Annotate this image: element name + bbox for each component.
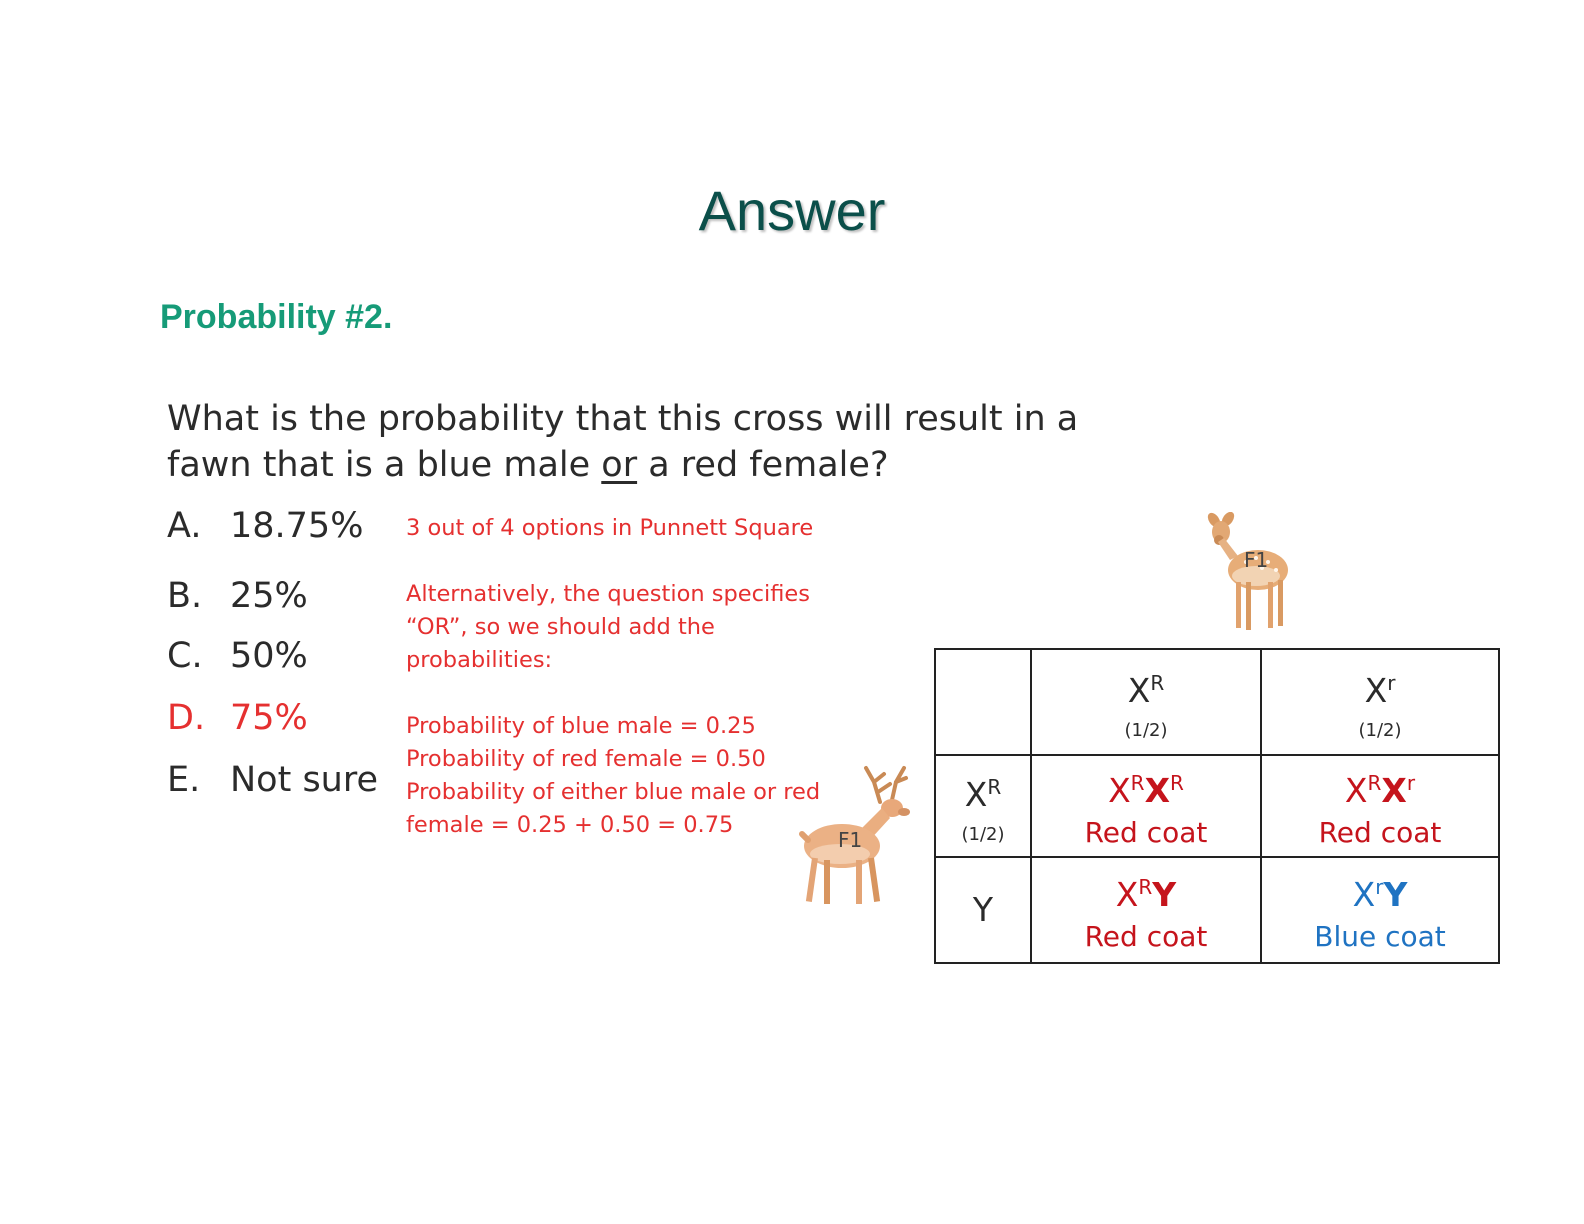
option-c [167,636,407,676]
genotype [1032,764,1260,810]
probability-line: Probability of red female = 0.50 [406,746,766,772]
option-letter: E. [167,760,201,800]
probability-line: Probability of blue male = 0.25 [406,713,756,739]
punnett-corner-cell [935,649,1031,755]
explanation-alternative [406,578,810,677]
option-e [167,760,407,800]
option-letter: C. [167,636,203,676]
punnett-cell-xrxr-red [1031,755,1261,857]
question-text [167,396,1107,488]
option-text: 75% [230,698,308,738]
question-part-1: What is the probability that this cross will result in a fawn that is a blue male [167,399,1079,485]
phenotype-label: Red coat [1318,815,1442,849]
genotype [1262,764,1498,810]
punnett-header-xr-dominant [1031,649,1261,755]
option-text: Not sure [230,760,379,800]
option-letter: D. [167,698,206,738]
option-letter: A. [167,506,202,546]
genotype-part: X [1381,770,1407,810]
phenotype-label: Red coat [1084,919,1208,953]
option-b [167,576,407,616]
punnett-side-xr-dominant [935,755,1031,857]
explanation-alt-line: “OR”, so we should add the [406,614,715,640]
allele-base: Y [972,890,994,929]
allele-base: X [964,774,988,814]
punnett-side-y [935,857,1031,963]
genotype-part: X [1352,874,1376,914]
explanation-alt-line: probabilities: [406,647,553,673]
allele-label [1032,664,1260,710]
genotype [1262,868,1498,914]
genotype-sup: r [1406,770,1416,795]
explanation-probabilities [406,710,820,842]
punnett-square [934,648,1500,964]
option-a [167,506,407,546]
phenotype-label: Blue coat [1314,919,1446,953]
allele-probability: (1/2) [961,823,1005,845]
explanation-summary: 3 out of 4 options in Punnett Square [406,515,814,541]
genotype-part: Y [1383,874,1408,914]
slide-subtitle: Probability #2. [160,298,393,336]
genotype-sup: R [1170,770,1184,795]
allele-label [1262,664,1498,710]
question-underlined-word: or [601,445,638,485]
genotype-part: Y [1152,874,1177,914]
genotype-sup: R [1138,874,1153,899]
slide-title: Answer [698,179,886,242]
allele-sup: R [987,774,1002,799]
allele-label [936,768,1030,814]
punnett-header-xr-recessive [1261,649,1499,755]
allele-label [936,891,1030,929]
genotype-sup: r [1375,874,1384,899]
genotype-sup: R [1130,770,1145,795]
option-d-correct [167,698,407,738]
allele-base: X [1127,670,1151,710]
female-deer-icon [1196,512,1292,638]
option-text: 50% [230,636,308,676]
allele-sup: R [1150,670,1165,695]
punnett-cell-xry-blue [1261,857,1499,963]
punnett-cell-xrxr-het-red [1261,755,1499,857]
allele-probability: (1/2) [1358,719,1402,741]
allele-probability: (1/2) [1124,719,1168,741]
probability-line: Probability of either blue male or red [406,779,821,805]
genotype-part: X [1344,770,1368,810]
option-text: 25% [230,576,308,616]
genotype-sup: R [1367,770,1382,795]
probability-line: female = 0.25 + 0.50 = 0.75 [406,812,734,838]
punnett-cell-xry-red [1031,857,1261,963]
female-deer-illustration [1196,512,1292,642]
genotype-part: X [1108,770,1131,810]
explanation-alt-line: Alternatively, the question specifies [406,581,810,607]
genotype-part: X [1115,874,1139,914]
allele-base: X [1364,670,1388,710]
genotype-part: X [1144,770,1171,810]
phenotype-label: Red coat [1084,815,1208,849]
female-deer-label: F1 [1244,548,1269,572]
genotype [1032,868,1260,914]
option-letter: B. [167,576,203,616]
male-deer-label: F1 [838,828,863,852]
question-part-2: a red female? [637,445,889,485]
allele-sup: r [1387,670,1396,695]
option-text: 18.75% [230,506,364,546]
